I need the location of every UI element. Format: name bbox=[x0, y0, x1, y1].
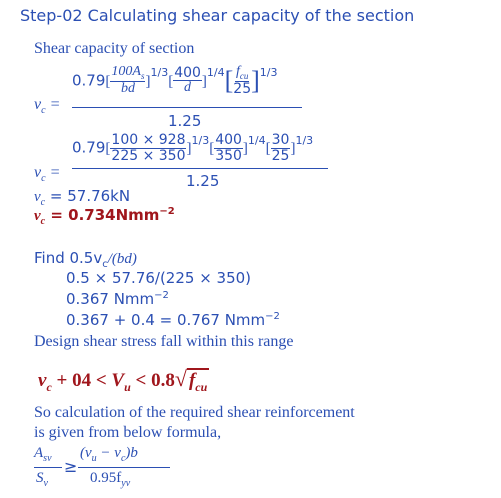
eq2-lhs: $v_c$ = bbox=[34, 164, 61, 185]
inequality: $v_c + 04 < V_u < 0.8√$ $f_{cu}$ bbox=[38, 366, 208, 394]
final-rhs-den: $0.95f_{yv}$ bbox=[90, 470, 131, 489]
eq2-fraction-bar bbox=[72, 168, 328, 169]
section-heading: Step-02 Calculating shear capacity of the section bbox=[20, 6, 415, 25]
paragraph-line-2: is given from below formula, bbox=[34, 424, 222, 441]
calc-line-1: 0.5 × 57.76/(225 × 350) bbox=[66, 269, 252, 287]
calc-line-3: 0.367 + 0.4 = 0.767 Nmm$^{-2}$ bbox=[66, 311, 280, 329]
final-rhs-num: $(v_u - v_c)b$ bbox=[80, 445, 138, 464]
subheading: Shear capacity of section bbox=[34, 40, 195, 57]
final-lhs-bar bbox=[34, 467, 62, 468]
final-rhs-bar bbox=[78, 467, 170, 468]
final-geq: ≥ bbox=[64, 457, 78, 476]
final-lhs-num: $A_{sv}$ bbox=[34, 445, 52, 464]
eq1-lhs: $v_c$ = bbox=[34, 96, 61, 117]
result-shear-stress: $v_c = 0.734Nmm^{-2}$ bbox=[34, 206, 175, 227]
paragraph-line-1: So calculation of the required shear reinforcement bbox=[34, 404, 355, 421]
eq2-denominator: 1.25 bbox=[186, 172, 220, 190]
eq1-numerator: 0.79[ $\frac{100A_s}{bd}$ ]$^{1/3}$[ $\frac{400}{d}$ ]$^{1/4}$[ $\frac{f_{cu}}{25}$ ]$^{1/3}$ bbox=[72, 64, 278, 98]
eq1-denominator: 1.25 bbox=[168, 112, 202, 130]
final-lhs-den: $S_v$ bbox=[36, 470, 48, 489]
calc-line-2: 0.367 Nmm$^{-2}$ bbox=[66, 290, 169, 308]
result-shear-force: $v_c = 57.76kN$ bbox=[34, 187, 131, 208]
eq2-numerator: 0.79[ $\frac{100 \times 928}{225 \times 350}$ ]$^{1/3}$[ $\frac{400}{350}$ ]$^{1/4}$[ $\frac{30}{25}$ ]$^{1/3}$ bbox=[72, 132, 314, 164]
eq1-fraction-bar bbox=[72, 107, 302, 108]
find-line: Find $0.5v_c/(bd)$ bbox=[34, 249, 137, 270]
design-statement: Design shear stress fall within this range bbox=[34, 333, 294, 350]
